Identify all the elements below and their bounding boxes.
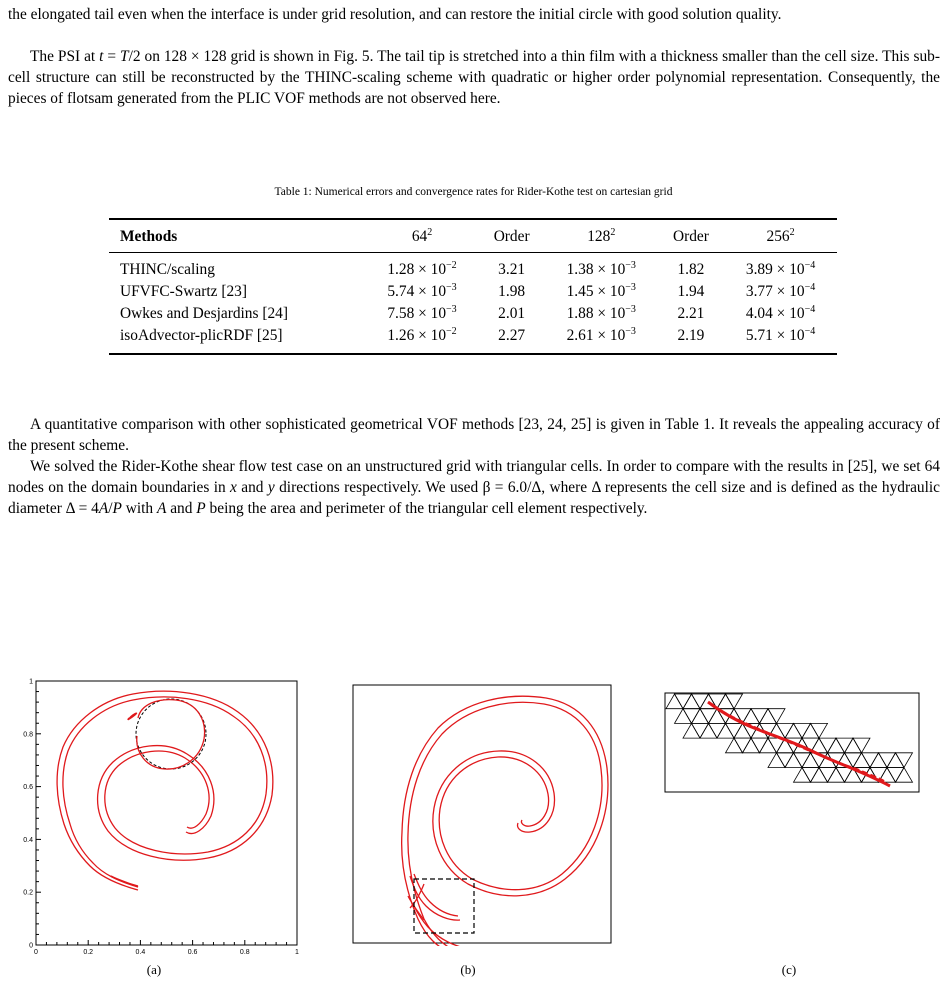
paragraph-text: the elongated tail even when the interface is under grid resolution, and can restore the initial circle with good solution quality. bbox=[8, 6, 782, 23]
mesh-cell bbox=[743, 709, 760, 724]
cell-order-2: 2.21 bbox=[677, 305, 705, 322]
mesh-cell bbox=[896, 753, 913, 768]
mesh-cell bbox=[768, 709, 785, 724]
cell-error-128: $2.61 \times 10^{-3}$ bbox=[566, 326, 636, 344]
cell-order-1: 2.01 bbox=[498, 305, 526, 322]
mesh-cell bbox=[683, 723, 700, 738]
mesh-cell bbox=[802, 723, 819, 738]
mesh-cell bbox=[700, 709, 717, 724]
mesh-cell bbox=[862, 753, 879, 768]
mesh-cell bbox=[828, 768, 845, 783]
paragraph-comparison bbox=[8, 414, 940, 456]
cell-error-64: $1.26 \times 10^{-2}$ bbox=[387, 326, 457, 344]
table-row bbox=[109, 325, 837, 354]
paragraph-text: The PSI at bbox=[30, 48, 100, 65]
table-caption: Table 1: Numerical errors and convergence rates for Rider-Kothe test on cartesian grid bbox=[274, 186, 673, 198]
table-header-row bbox=[109, 219, 837, 253]
math-expression: β = 6.0/Δ, where Δ represents the cell size and is defined as the hydraulic diameter Δ = 4 bbox=[8, 479, 940, 517]
cell-error-64: $7.58 \times 10^{-3}$ bbox=[387, 304, 457, 322]
math-var: P bbox=[196, 500, 206, 517]
mesh-cell bbox=[760, 738, 777, 753]
interface-curve bbox=[57, 691, 273, 890]
mesh-cell bbox=[896, 768, 913, 783]
cell-error-64: $5.74 \times 10^{-3}$ bbox=[387, 282, 457, 300]
y-tick-label: 0.4 bbox=[23, 836, 33, 844]
mesh-cell bbox=[870, 753, 887, 768]
mesh-cell bbox=[802, 768, 819, 783]
figure-a-plot bbox=[8, 676, 308, 962]
mesh-cell bbox=[794, 753, 811, 768]
x-tick-label: 0.6 bbox=[187, 949, 198, 956]
subfigure-label-c: (c) bbox=[781, 962, 797, 977]
paragraph-text: being the area and perimeter of the triangular cell element respectively. bbox=[205, 500, 648, 517]
interface-curve bbox=[402, 696, 608, 946]
mesh-cell bbox=[717, 694, 734, 709]
math-var: t bbox=[99, 48, 104, 65]
x-tick-label: 0.2 bbox=[83, 949, 94, 956]
subfigure-label-b: (b) bbox=[460, 962, 476, 977]
cell-order-1: 1.98 bbox=[498, 283, 526, 300]
mesh-cell bbox=[819, 768, 836, 783]
mesh-cell bbox=[692, 709, 709, 724]
mesh-cell bbox=[887, 768, 904, 783]
paragraph-text: A quantitative comparison with other sophisticated geometrical VOF methods [23, 24, 25] is given in Table 1. It reveals the appealing accuracy of the present scheme. bbox=[8, 416, 940, 454]
mesh-cell bbox=[828, 738, 845, 753]
cell-error-64: $1.28 \times 10^{-2}$ bbox=[387, 260, 457, 278]
paragraph-text: and bbox=[236, 479, 268, 496]
mesh-cell bbox=[853, 738, 870, 753]
paragraph-text: We solved the Rider-Kothe shear flow test case on an unstructured grid with triangular cells. In order to compare with the results in [25], we set 64 nodes on the domain boundaries in bbox=[8, 458, 940, 496]
cell-error-256: $4.04 \times 10^{-4}$ bbox=[745, 304, 816, 322]
math-var: x bbox=[230, 479, 237, 496]
header-order-2: Order bbox=[658, 219, 724, 253]
x-tick-label: 0.4 bbox=[135, 949, 146, 956]
mesh-cell bbox=[726, 694, 743, 709]
mesh-cell bbox=[743, 738, 760, 753]
header-grid-64: $64^2$ bbox=[366, 219, 479, 253]
cell-error-128: $1.88 \times 10^{-3}$ bbox=[566, 304, 636, 322]
paragraph-psi bbox=[8, 46, 940, 109]
mesh-cell bbox=[845, 738, 862, 753]
paragraph-text: directions respectively. We used bbox=[274, 479, 483, 496]
math-var: P bbox=[112, 500, 122, 517]
cell-error-128: $1.38 \times 10^{-3}$ bbox=[566, 260, 636, 278]
cell-error-256: $5.71 \times 10^{-4}$ bbox=[745, 326, 816, 344]
mesh-cell bbox=[836, 768, 853, 783]
table-row bbox=[109, 253, 837, 282]
mesh-cell bbox=[751, 738, 768, 753]
mesh-cell bbox=[726, 738, 743, 753]
math-var: A bbox=[98, 500, 109, 517]
mesh-cell bbox=[811, 768, 828, 783]
mesh-cell bbox=[700, 723, 717, 738]
triangular-mesh bbox=[666, 694, 913, 782]
paragraph-intro bbox=[8, 4, 940, 25]
mesh-cell bbox=[751, 709, 768, 724]
mesh-cell bbox=[683, 694, 700, 709]
mesh-cell bbox=[853, 753, 870, 768]
paragraph-text: /2 on 128 × 128 grid is shown in Fig. 5. The tail tip is stretched into a thin film with a thickness smaller than the cell size. This sub-cell structure can still be reconstructed by the THINC-scaling scheme with quadratic or higher order polynomial representation. Consequently, the pieces of flotsam generated from the PLIC VOF methods are not observed here. bbox=[8, 48, 940, 107]
mesh-cell bbox=[734, 738, 751, 753]
plot-frame bbox=[353, 685, 611, 943]
mesh-cell bbox=[785, 723, 802, 738]
cell-order-1: 2.27 bbox=[498, 327, 526, 344]
mesh-cell bbox=[666, 694, 683, 709]
y-tick-label: 1 bbox=[29, 678, 33, 686]
x-tick-label: 0 bbox=[34, 949, 38, 956]
mesh-cell bbox=[811, 723, 828, 738]
cell-error-128: $1.45 \times 10^{-3}$ bbox=[566, 282, 636, 300]
mesh-cell bbox=[794, 723, 811, 738]
paragraph-text: = bbox=[103, 48, 121, 65]
header-grid-256: $256^2$ bbox=[724, 219, 837, 253]
mesh-cell bbox=[717, 723, 734, 738]
mesh-cell bbox=[692, 694, 709, 709]
mesh-cell bbox=[794, 768, 811, 783]
y-tick-label: 0.6 bbox=[23, 784, 33, 792]
mesh-cell bbox=[836, 738, 853, 753]
y-tick-label: 0.2 bbox=[23, 889, 33, 897]
x-tick-label: 0.8 bbox=[239, 949, 250, 956]
mesh-cell bbox=[709, 723, 726, 738]
error-table bbox=[109, 218, 837, 355]
math-var: T bbox=[120, 48, 129, 65]
x-tick-label: 1 bbox=[295, 949, 299, 956]
plot-frame bbox=[36, 681, 297, 945]
mesh-cell bbox=[675, 694, 692, 709]
cell-error-256: $3.77 \times 10^{-4}$ bbox=[745, 282, 816, 300]
mesh-cell bbox=[887, 753, 904, 768]
cell-error-256: $3.89 \times 10^{-4}$ bbox=[745, 260, 816, 278]
math-var: y bbox=[267, 479, 275, 496]
header-order-1: Order bbox=[478, 219, 544, 253]
header-methods: Methods bbox=[109, 219, 366, 253]
subfigure-label-a: (a) bbox=[146, 962, 162, 977]
header-grid-128: $128^2$ bbox=[545, 219, 658, 253]
math-var: A bbox=[156, 500, 167, 517]
mesh-cell bbox=[675, 709, 692, 724]
paragraph-unstructured: We solved the Rider-Kothe shear flow test case on an unstructured grid with triangular cells. In order to compare with the results in [25], we set 64 nodes on the domain boundaries in x and y directions respectively. We used β = 6.0/Δ, where Δ represents the cell size and is defined as the hydraulic diameter Δ = 4A/P with A and P being the area and perimeter of the triangular cell element respectively. bbox=[8, 458, 940, 517]
cell-order-1: 3.21 bbox=[498, 261, 526, 278]
mesh-cell bbox=[879, 753, 896, 768]
figure-b-plot bbox=[352, 684, 614, 946]
cell-method: THINC/scaling bbox=[120, 261, 215, 278]
cell-order-2: 2.19 bbox=[677, 327, 705, 344]
cell-method: UFVFC-Swartz [23] bbox=[120, 283, 247, 300]
mesh-cell bbox=[785, 753, 802, 768]
table-row bbox=[109, 281, 837, 303]
mesh-cell bbox=[683, 709, 700, 724]
mesh-cell bbox=[709, 694, 726, 709]
cell-order-2: 1.82 bbox=[677, 261, 705, 278]
y-tick-label: 0 bbox=[29, 942, 33, 950]
table-row bbox=[109, 303, 837, 325]
mesh-cell bbox=[692, 723, 709, 738]
mesh-cell bbox=[768, 753, 785, 768]
figure-c-mesh bbox=[664, 692, 922, 794]
mesh-cell bbox=[802, 753, 819, 768]
mesh-cell bbox=[819, 738, 836, 753]
mesh-cell bbox=[760, 709, 777, 724]
cell-order-2: 1.94 bbox=[677, 283, 705, 300]
cell-method: Owkes and Desjardins [24] bbox=[120, 305, 288, 322]
mesh-cell bbox=[726, 723, 743, 738]
cell-method: isoAdvector-plicRDF [25] bbox=[120, 327, 283, 344]
mesh-cell bbox=[777, 753, 794, 768]
y-tick-label: 0.8 bbox=[23, 731, 33, 739]
